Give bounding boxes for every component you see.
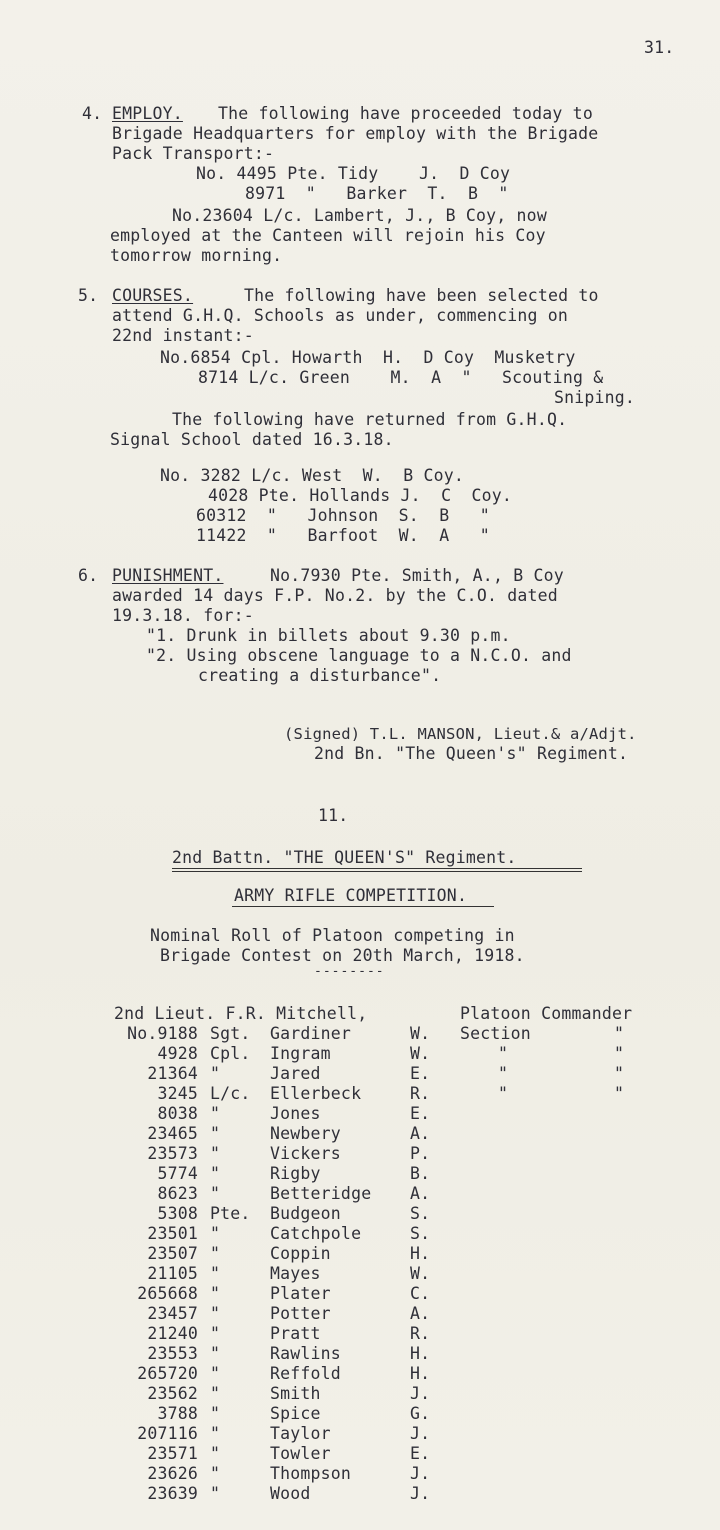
competition-underline [232,906,494,907]
roll-init: J. [410,1424,431,1443]
roll-name: Mayes [270,1264,321,1283]
roll-init: W. [410,1024,431,1043]
roll-role: Section [460,1024,531,1043]
roll-init: H. [410,1364,431,1383]
roll-rank: " [210,1104,221,1123]
roll-no: 23571 [147,1444,198,1463]
roll-name: Budgeon [270,1204,341,1223]
roll-description: Brigade Contest on 20th March, 1918. [160,946,525,965]
roll-rank: " [210,1424,221,1443]
roll-rank: " [210,1124,221,1143]
roll-name: Gardiner [270,1024,352,1043]
roll-ditto: " [614,1084,625,1103]
roll-no: 4928 [157,1044,198,1063]
roll-init: E. [410,1064,431,1083]
roll-init: J. [410,1384,431,1403]
roll-role: " [498,1084,509,1103]
section-4-text: The following have proceeded today to [218,104,593,123]
roll-no: 5308 [157,1204,198,1223]
roll-ditto: " [614,1044,625,1063]
section-6-text: "2. Using obscene language to a N.C.O. and [146,646,572,665]
roll-rank: " [210,1284,221,1303]
roll-init: A. [410,1124,431,1143]
section-4-text: employed at the Canteen will rejoin his Coy [110,226,546,245]
roll-name: Wood [270,1484,311,1503]
battalion-title: 2nd Battn. "THE QUEEN'S" Regiment. [172,848,517,867]
page-number: 31. [644,38,675,57]
roll-no: 207116 [137,1424,198,1443]
roll-name: Pratt [270,1324,321,1343]
roll-no: 23553 [147,1344,198,1363]
roll-init: W. [410,1264,431,1283]
roll-name: Reffold [270,1364,341,1383]
roll-name: Ellerbeck [270,1084,362,1103]
roll-rank: " [210,1364,221,1383]
section-5-text: The following have been selected to [244,286,599,305]
roll-init: W. [410,1044,431,1063]
roll-init: R. [410,1084,431,1103]
roll-rank: " [210,1064,221,1083]
returned-row: No. 3282 L/c. West W. B Coy. [160,466,465,485]
roll-no: 21105 [147,1264,198,1283]
returned-row: 60312 " Johnson S. B " [196,506,490,525]
roll-init: J. [410,1464,431,1483]
section-4-row: No. 4495 Pte. Tidy J. D Coy [196,164,511,183]
signature-unit: 2nd Bn. "The Queen's" Regiment. [314,744,629,763]
section-4-row: 8971 " Barker T. B " [245,184,509,203]
roll-rank: " [210,1304,221,1323]
competition-title: ARMY RIFLE COMPETITION. [234,886,468,905]
section-5-row: 8714 L/c. Green M. A " Scouting & [198,368,604,387]
roll-no: 5774 [157,1164,198,1183]
section-6-heading: PUNISHMENT. [112,566,224,585]
roll-name: Plater [270,1284,331,1303]
section-5-text: The following have returned from G.H.Q. [172,410,568,429]
roll-no: 23562 [147,1384,198,1403]
roll-name: Smith [270,1384,321,1403]
roll-rank: " [210,1264,221,1283]
roll-role: " [498,1044,509,1063]
roll-rank: L/c. [210,1084,251,1103]
roll-rank: Sgt. [210,1024,251,1043]
part-number: 11. [318,806,349,825]
roll-rank: Cpl. [210,1044,251,1063]
roll-init: E. [410,1444,431,1463]
section-6-text: 19.3.18. for:- [112,606,254,625]
roll-rank: Pte. [210,1204,251,1223]
returned-row: 4028 Pte. Hollands J. C Coy. [208,486,513,505]
section-5-heading: COURSES. [112,286,194,305]
roll-name: Towler [270,1444,331,1463]
section-6-text: No.7930 Pte. Smith, A., B Coy [270,566,564,585]
roll-init: S. [410,1224,431,1243]
roll-no: 23457 [147,1304,198,1323]
roll-init: B. [410,1164,431,1183]
roll-rank: " [210,1384,221,1403]
roll-name: Spice [270,1404,321,1423]
roll-init: H. [410,1344,431,1363]
roll-no: 265668 [137,1284,198,1303]
roll-no: No.9188 [127,1024,198,1043]
roll-name: Coppin [270,1244,331,1263]
commander-role: Platoon Commander [460,1004,633,1023]
roll-name: Catchpole [270,1224,362,1243]
roll-rank: " [210,1484,221,1503]
title-underline [172,871,582,872]
roll-name: Jones [270,1104,321,1123]
roll-no: 3245 [157,1084,198,1103]
roll-init: A. [410,1304,431,1323]
section-6-text: "1. Drunk in billets about 9.30 p.m. [146,626,511,645]
roll-rank: " [210,1404,221,1423]
roll-rank: " [210,1324,221,1343]
section-5-row: No.6854 Cpl. Howarth H. D Coy Musketry [160,348,576,367]
roll-no: 265720 [137,1364,198,1383]
section-5-text: attend G.H.Q. Schools as under, commencing on [112,306,569,325]
section-4-text: Brigade Headquarters for employ with the Brigade [112,124,599,143]
roll-ditto: " [614,1064,625,1083]
roll-name: Thompson [270,1464,352,1483]
section-4-text: Pack Transport:- [112,144,275,163]
roll-name: Newbery [270,1124,341,1143]
roll-init: P. [410,1144,431,1163]
roll-rank: " [210,1184,221,1203]
roll-init: E. [410,1104,431,1123]
roll-rank: " [210,1444,221,1463]
roll-init: A. [410,1184,431,1203]
roll-init: S. [410,1204,431,1223]
roll-name: Taylor [270,1424,331,1443]
roll-no: 3788 [157,1404,198,1423]
section-5-row: Sniping. [554,388,636,407]
section-6-number: 6. [78,566,99,585]
roll-no: 21364 [147,1064,198,1083]
roll-rank: " [210,1344,221,1363]
separator-dashes: -------- [314,964,385,979]
section-5-text: 22nd instant:- [112,326,254,345]
roll-name: Ingram [270,1044,331,1063]
roll-ditto: " [614,1024,625,1043]
commander-line: 2nd Lieut. F.R. Mitchell, [114,1004,368,1023]
roll-rank: " [210,1144,221,1163]
roll-rank: " [210,1464,221,1483]
roll-rank: " [210,1164,221,1183]
section-4-text: tomorrow morning. [110,246,283,265]
roll-init: G. [410,1404,431,1423]
section-4-number: 4. [82,104,103,123]
roll-init: R. [410,1324,431,1343]
roll-name: Potter [270,1304,331,1323]
roll-name: Jared [270,1064,321,1083]
section-6-text: creating a disturbance". [198,666,442,685]
roll-description: Nominal Roll of Platoon competing in [150,926,515,945]
roll-no: 23507 [147,1244,198,1263]
section-5-number: 5. [78,286,99,305]
roll-role: " [498,1064,509,1083]
roll-no: 21240 [147,1324,198,1343]
signature-line: (Signed) T.L. MANSON, Lieut.& a/Adjt. [284,725,637,743]
roll-init: H. [410,1244,431,1263]
roll-no: 8623 [157,1184,198,1203]
title-underline [172,868,582,869]
roll-name: Vickers [270,1144,341,1163]
roll-no: 8038 [157,1104,198,1123]
roll-no: 23573 [147,1144,198,1163]
roll-name: Rawlins [270,1344,341,1363]
roll-init: J. [410,1484,431,1503]
section-5-text: Signal School dated 16.3.18. [110,430,394,449]
section-4-text: No.23604 L/c. Lambert, J., B Coy, now [172,206,547,225]
returned-row: 11422 " Barfoot W. A " [196,526,490,545]
roll-no: 23639 [147,1484,198,1503]
section-6-text: awarded 14 days F.P. No.2. by the C.O. dated [112,586,558,605]
roll-no: 23465 [147,1124,198,1143]
roll-name: Rigby [270,1164,321,1183]
roll-rank: " [210,1244,221,1263]
roll-name: Betteridge [270,1184,372,1203]
roll-rank: " [210,1224,221,1243]
roll-no: 23501 [147,1224,198,1243]
roll-init: C. [410,1284,431,1303]
section-4-heading: EMPLOY. [112,104,183,123]
roll-no: 23626 [147,1464,198,1483]
